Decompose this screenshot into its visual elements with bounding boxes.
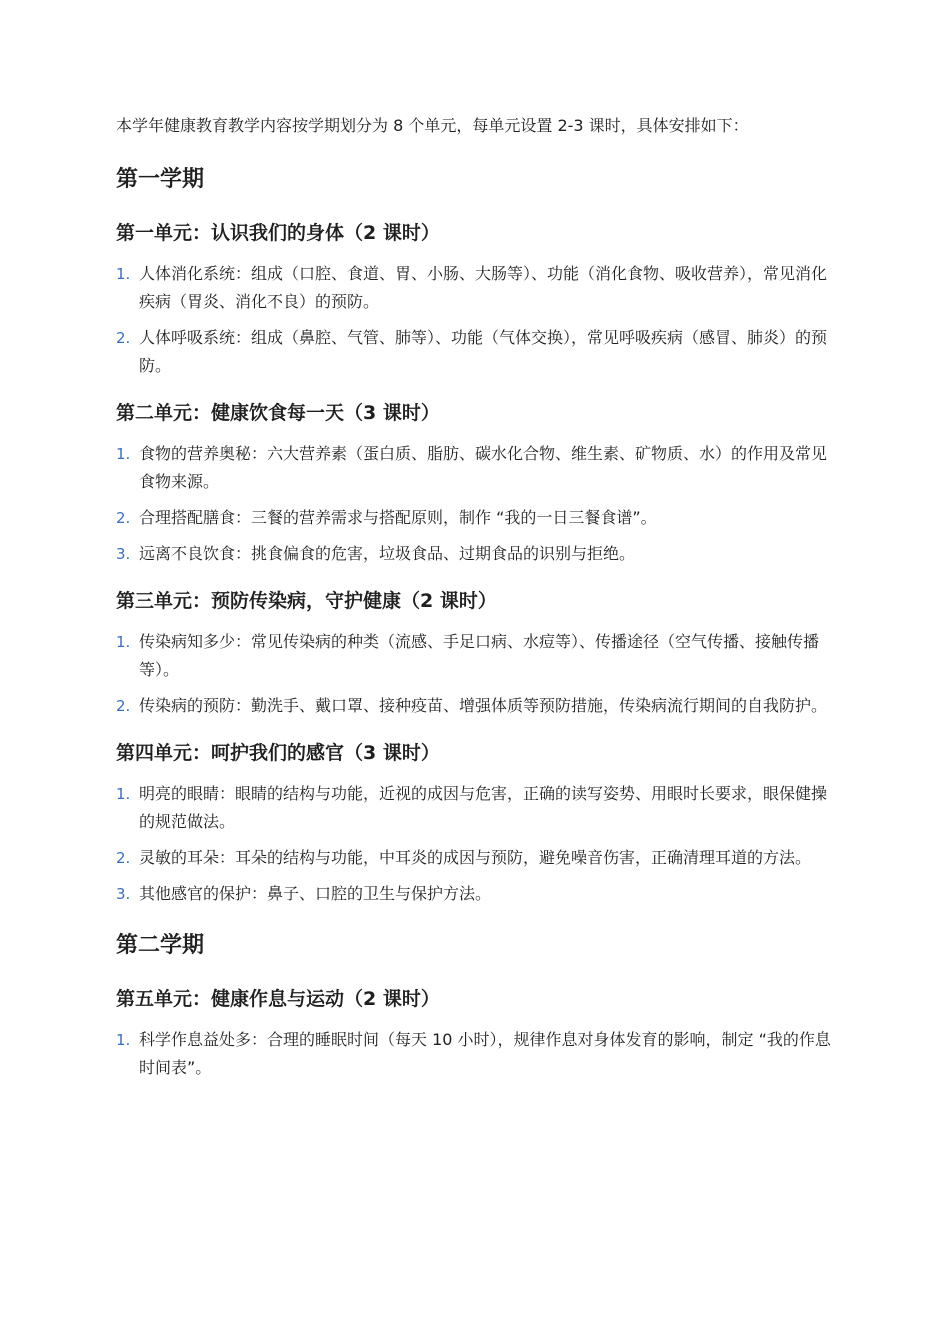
unit-4 bbox=[116, 738, 842, 908]
list-item-text: 人体呼吸系统：组成（鼻腔、气管、肺等）、功能（气体交换），常见呼吸疾病（感冒、肺炎）的预防。 bbox=[139, 328, 828, 375]
unit-3 bbox=[116, 586, 842, 720]
unit-2 bbox=[116, 398, 842, 568]
list-item bbox=[116, 780, 842, 836]
list-number: 2. bbox=[116, 697, 131, 715]
list-item-text: 明亮的眼睛：眼睛的结构与功能，近视的成因与危害，正确的读写姿势、用眼时长要求，眼保健操的规范做法。 bbox=[139, 784, 828, 831]
list-item bbox=[116, 692, 842, 720]
unit-title: 第三单元：预防传染病，守护健康（2 课时） bbox=[116, 590, 497, 612]
list-item bbox=[116, 440, 842, 496]
list-item bbox=[116, 844, 842, 872]
term-1 bbox=[116, 164, 842, 908]
list-item bbox=[116, 324, 842, 380]
unit-title: 第一单元：认识我们的身体（2 课时） bbox=[116, 222, 440, 244]
unit-item-list bbox=[116, 260, 842, 380]
list-item-text: 其他感官的保护：鼻子、口腔的卫生与保护方法。 bbox=[139, 884, 492, 903]
list-item bbox=[116, 628, 842, 684]
unit-5 bbox=[116, 984, 842, 1082]
list-number: 3. bbox=[116, 545, 131, 563]
unit-1 bbox=[116, 218, 842, 380]
list-item-text: 传染病知多少：常见传染病的种类（流感、手足口病、水痘等）、传播途径（空气传播、接触传播等）。 bbox=[139, 632, 820, 679]
list-number: 2. bbox=[116, 509, 131, 527]
list-item-text: 人体消化系统：组成（口腔、食道、胃、小肠、大肠等）、功能（消化食物、吸收营养），常见消化疾病（胃炎、消化不良）的预防。 bbox=[139, 264, 828, 311]
list-number: 1. bbox=[116, 785, 131, 803]
unit-item-list bbox=[116, 1026, 842, 1082]
list-number: 1. bbox=[116, 265, 131, 283]
unit-title: 第四单元：呵护我们的感官（3 课时） bbox=[116, 742, 440, 764]
list-item-text: 科学作息益处多：合理的睡眠时间（每天 10 小时），规律作息对身体发育的影响，制定 “我的作息时间表”。 bbox=[139, 1030, 831, 1077]
list-item bbox=[116, 260, 842, 316]
list-item-text: 远离不良饮食：挑食偏食的危害，垃圾食品、过期食品的识别与拒绝。 bbox=[139, 544, 636, 563]
term-title: 第二学期 bbox=[116, 933, 205, 958]
list-item-text: 传染病的预防：勤洗手、戴口罩、接种疫苗、增强体质等预防措施，传染病流行期间的自我防护。 bbox=[139, 696, 828, 715]
list-number: 1. bbox=[116, 633, 131, 651]
list-item bbox=[116, 540, 842, 568]
unit-item-list bbox=[116, 780, 842, 908]
list-item-text: 食物的营养奥秘：六大营养素（蛋白质、脂肪、碳水化合物、维生素、矿物质、水）的作用及常见食物来源。 bbox=[139, 444, 828, 491]
term-2 bbox=[116, 930, 842, 1082]
list-item bbox=[116, 504, 842, 532]
unit-title: 第二单元：健康饮食每一天（3 课时） bbox=[116, 402, 440, 424]
unit-title: 第五单元：健康作息与运动（2 课时） bbox=[116, 988, 440, 1010]
unit-item-list bbox=[116, 440, 842, 568]
list-item-text: 合理搭配膳食：三餐的营养需求与搭配原则，制作 “我的一日三餐食谱”。 bbox=[139, 508, 657, 527]
unit-item-list bbox=[116, 628, 842, 720]
list-item bbox=[116, 880, 842, 908]
term-title: 第一学期 bbox=[116, 167, 205, 192]
list-item bbox=[116, 1026, 842, 1082]
list-number: 2. bbox=[116, 329, 131, 347]
list-number: 2. bbox=[116, 849, 131, 867]
list-number: 3. bbox=[116, 885, 131, 903]
intro-paragraph: 本学年健康教育教学内容按学期划分为 8 个单元，每单元设置 2-3 课时，具体安排如下： bbox=[116, 116, 749, 135]
list-item-text: 灵敏的耳朵：耳朵的结构与功能，中耳炎的成因与预防，避免噪音伤害，正确清理耳道的方法。 bbox=[139, 848, 812, 867]
list-number: 1. bbox=[116, 1031, 131, 1049]
list-number: 1. bbox=[116, 445, 131, 463]
